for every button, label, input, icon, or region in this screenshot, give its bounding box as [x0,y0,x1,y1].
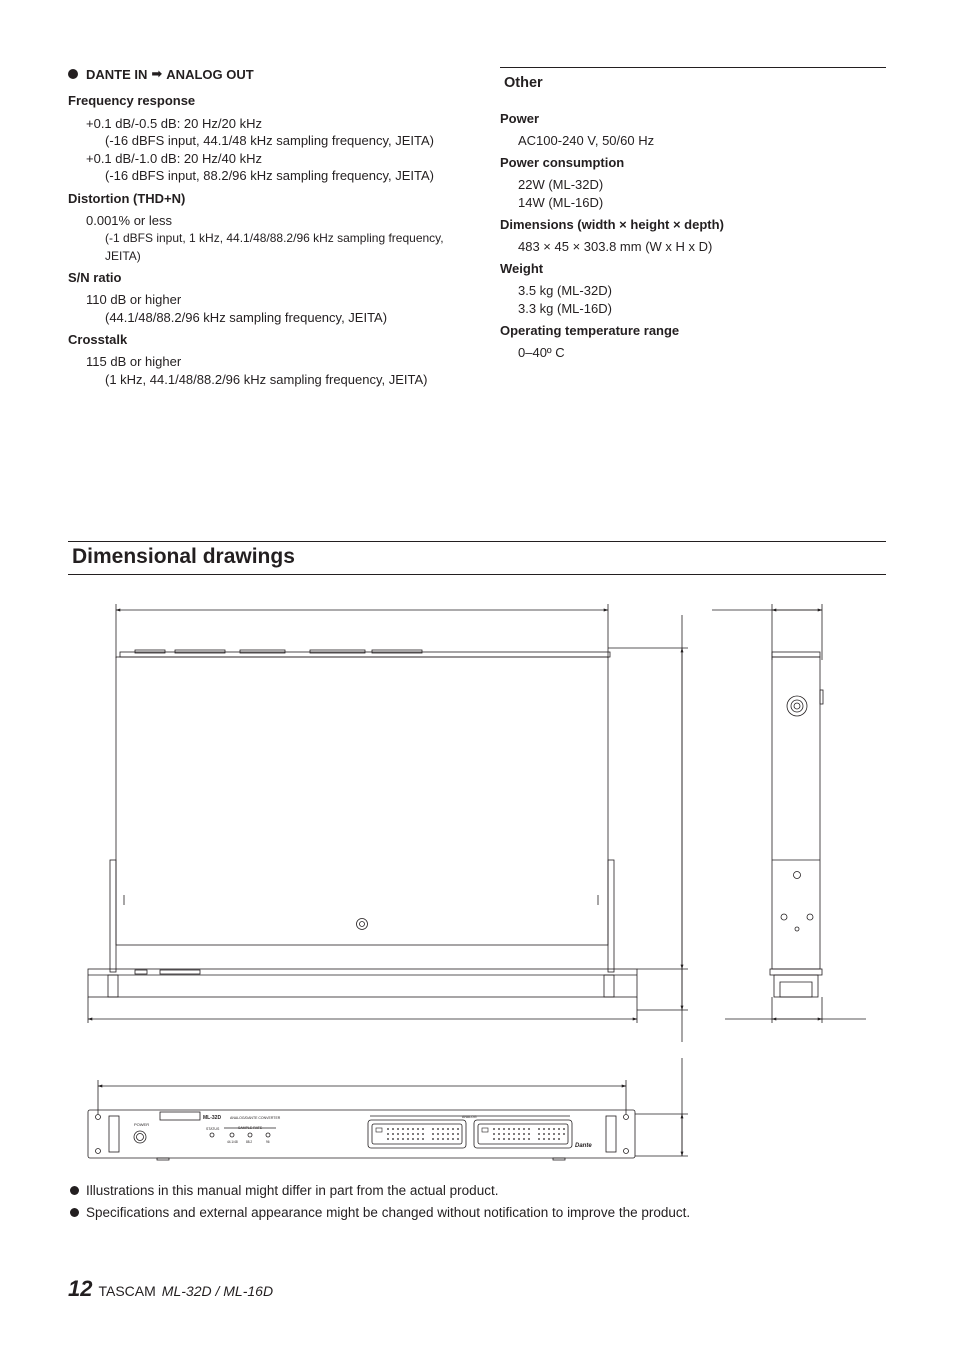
frequency-response-value-2: +0.1 dB/-1.0 dB: 20 Hz/40 kHz [86,151,262,166]
operating-temperature-value: 0–40º C [518,345,565,360]
bullet-icon [70,1208,79,1217]
dimensions-label: Dimensions (width × height × depth) [500,217,724,232]
page-footer [68,1276,273,1302]
side-view-drawing [712,604,866,1023]
crosstalk-note: (1 kHz, 44.1/48/88.2/96 kHz sampling frequency, JEITA) [105,372,428,387]
front-analog-label: ANALOG [462,1115,477,1119]
arrow-right-icon: ➡ [151,66,163,81]
weight-value-1: 3.5 kg (ML-32D) [518,283,612,298]
power-label: Power [500,111,540,126]
crosstalk-value: 115 dB or higher [86,354,182,369]
operating-temperature-label: Operating temperature range [500,323,680,338]
power-consumption-label: Power consumption [500,155,625,170]
analog-connector-1-pins [376,1128,459,1140]
dimensional-drawings-title: Dimensional drawings [72,545,295,568]
frequency-response-note-2: (-16 dBFS input, 88.2/96 kHz sampling frequency, JEITA) [105,168,434,183]
weight-value-2: 3.3 kg (ML-16D) [518,301,612,316]
dante-in-analog-out-heading: DANTE IN ➡ ANALOG OUT [68,66,254,82]
note-item-1: Illustrations in this manual might differ in part from the actual product. [70,1183,498,1198]
crosstalk-label: Crosstalk [68,332,128,347]
front-status-label: STATUS [206,1127,220,1131]
frequency-response-value-1: +0.1 dB/-0.5 dB: 20 Hz/20 kHz [86,116,262,131]
sn-ratio-value: 110 dB or higher [86,292,182,307]
front-power-label: POWER [134,1122,150,1127]
power-value: AC100-240 V, 50/60 Hz [518,133,655,148]
front-rate-1-label: 44.1/48 [227,1140,238,1144]
front-sample-rate-label: SAMPLE RATE [238,1126,263,1130]
front-rate-2-label: 88.2 [246,1140,253,1144]
front-model-label: ML-32D [203,1115,222,1121]
analog-connector-2-pins [482,1128,565,1140]
weight-label: Weight [500,261,544,276]
front-view-drawing [88,1058,688,1160]
dante-logo: Dante [575,1143,592,1149]
sn-ratio-note: (44.1/48/88.2/96 kHz sampling frequency, JEITA) [105,310,388,325]
top-view-drawing [88,604,688,1042]
footer-brand: TASCAM [98,1283,156,1299]
front-subtitle-label: ANALOG/DANTE CONVERTER [230,1116,281,1120]
note-item-2: Specifications and external appearance might be changed without notification to improve the product. [70,1205,690,1220]
power-consumption-value-2: 14W (ML-16D) [518,195,604,210]
distortion-value: 0.001% or less [86,213,172,228]
distortion-note: (-1 dBFS input, 1 kHz, 44.1/48/88.2/96 kHz sampling frequency, JEITA) [105,231,444,263]
power-consumption-value-1: 22W (ML-32D) [518,177,604,192]
sn-ratio-label: S/N ratio [68,270,122,285]
distortion-label: Distortion (THD+N) [68,191,186,206]
frequency-response-label: Frequency response [68,93,196,108]
other-section-title: Other [504,75,543,91]
dimensions-value: 483 × 45 × 303.8 mm (W x H x D) [518,239,713,254]
bullet-icon [70,1186,79,1195]
frequency-response-note-1: (-16 dBFS input, 44.1/48 kHz sampling frequency, JEITA) [105,133,434,148]
footer-model: ML-32D / ML-16D [161,1283,274,1299]
page-number: 12 [68,1276,93,1301]
front-rate-3-label: 96 [266,1140,270,1144]
